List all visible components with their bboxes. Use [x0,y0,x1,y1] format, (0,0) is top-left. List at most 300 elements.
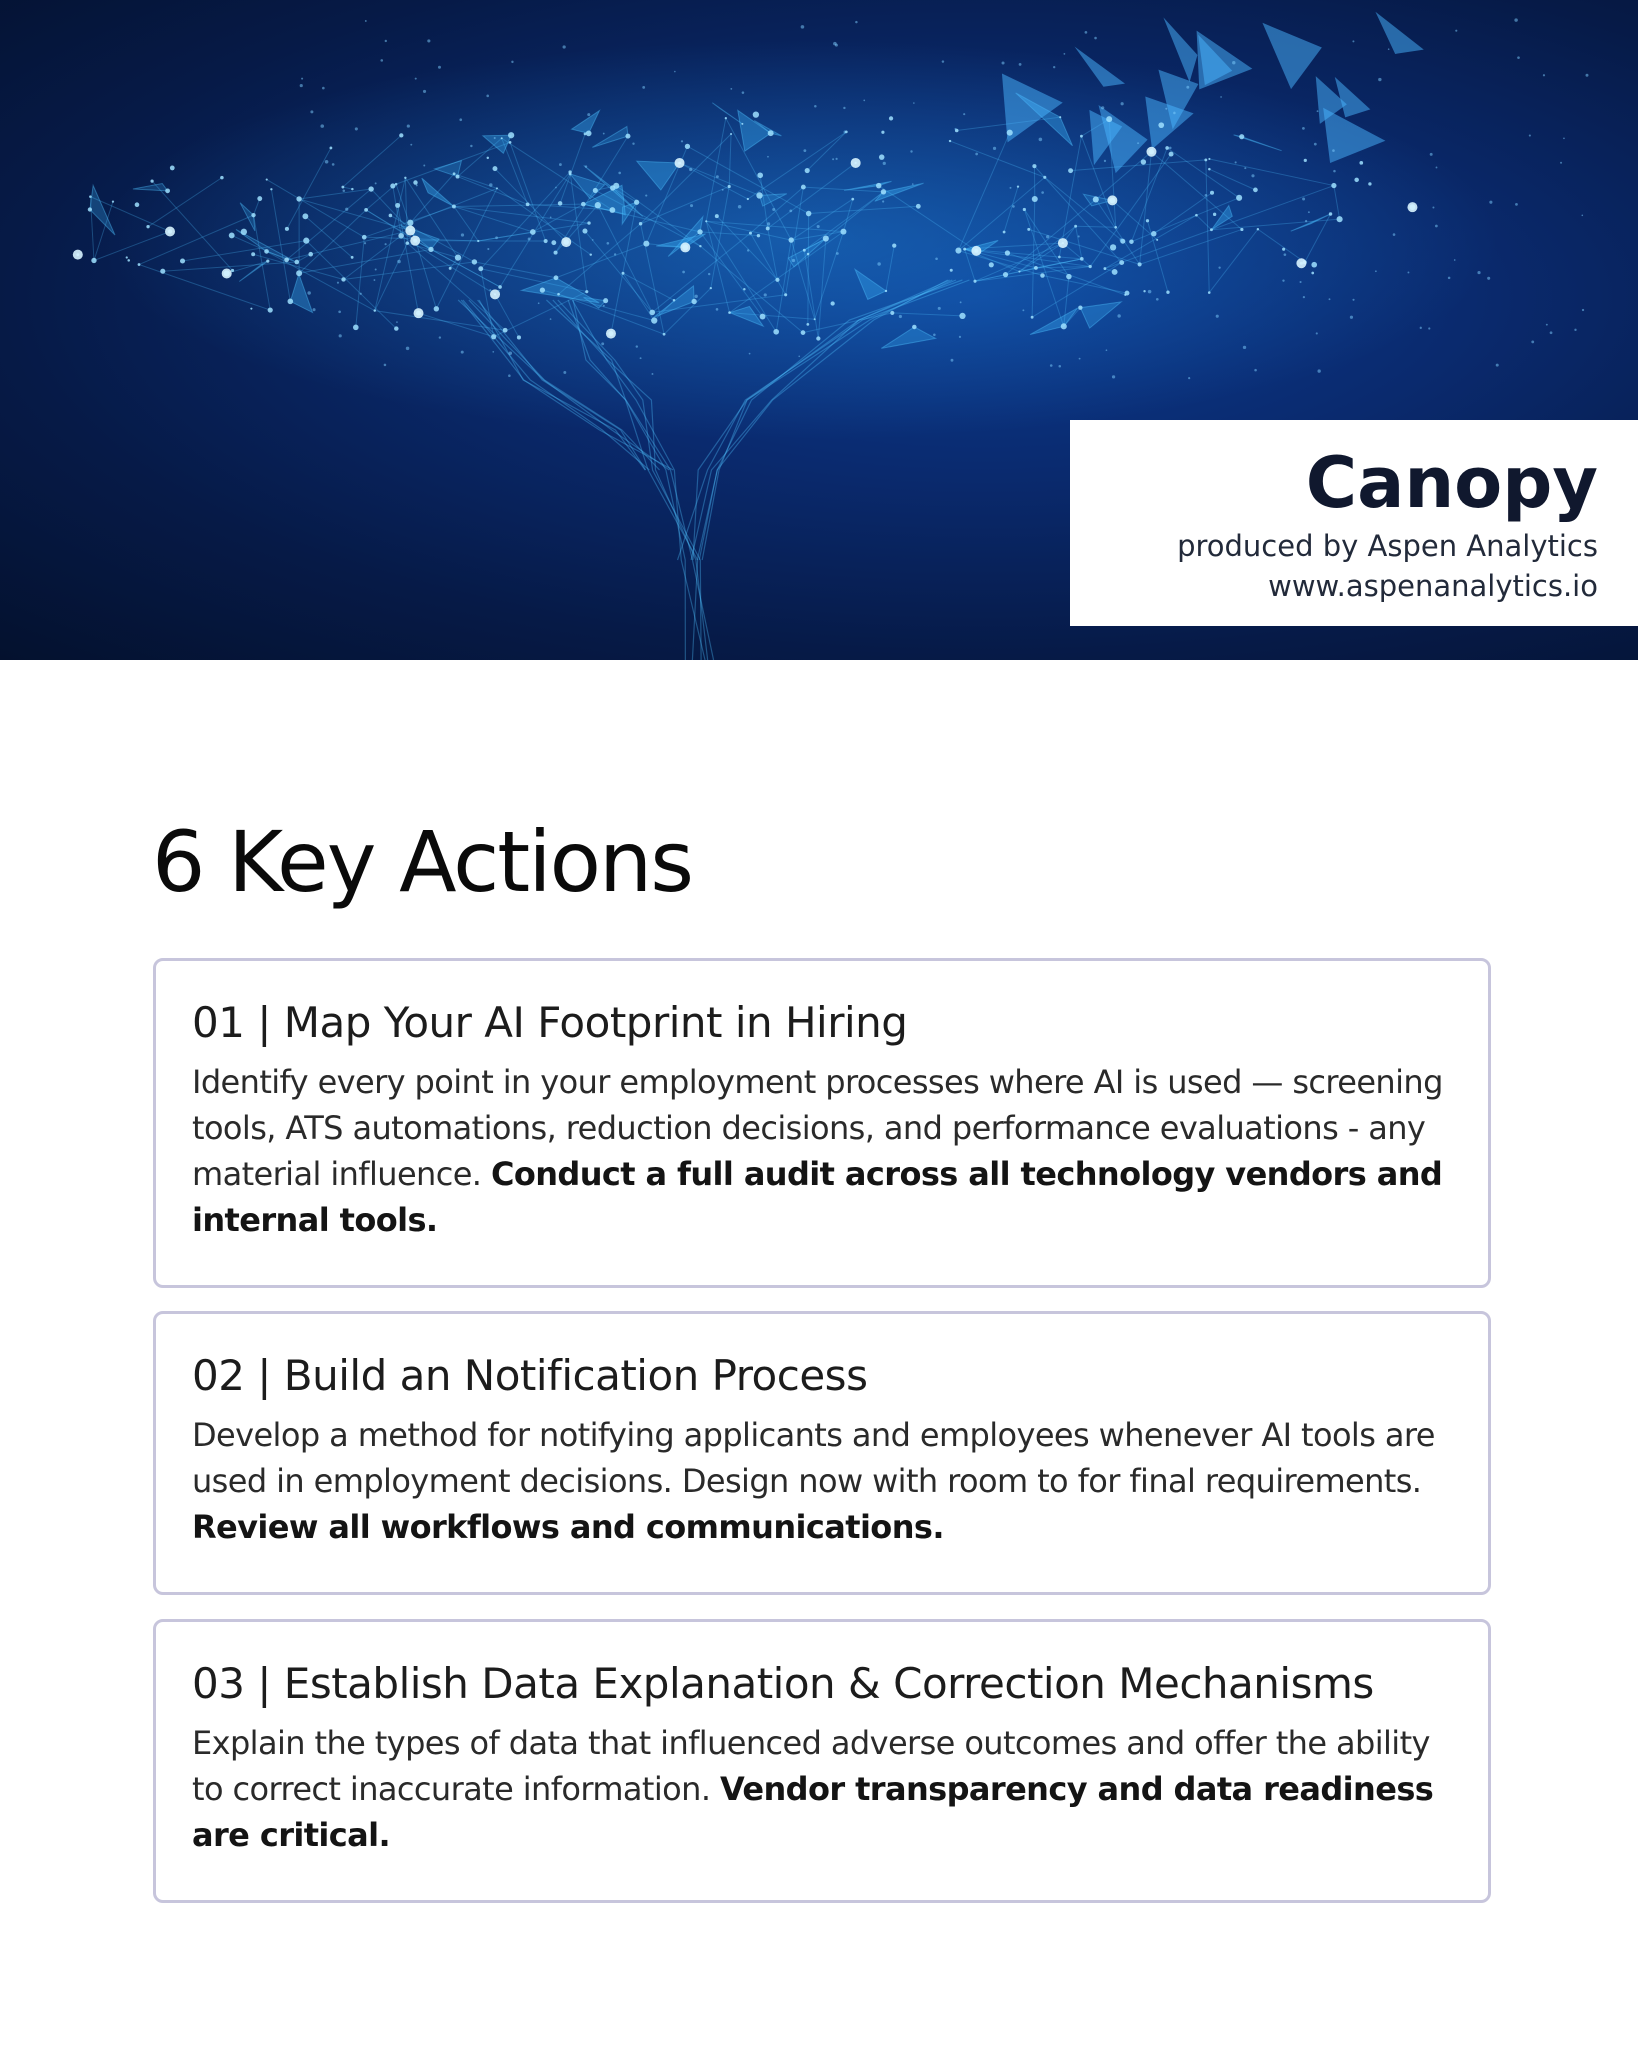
network-node [1208,168,1211,171]
network-node [1031,316,1034,319]
network-node [773,329,779,335]
network-node [747,198,749,200]
dust-particle [1137,142,1139,144]
dust-particle [738,205,741,208]
network-node [503,328,508,333]
network-node [697,229,702,234]
network-node [554,251,558,255]
network-node [705,220,707,222]
dust-particle [511,61,513,63]
network-node [1112,269,1118,275]
dust-particle [1079,358,1081,360]
network-node [160,269,165,274]
dust-particle [1489,201,1492,204]
network-node [881,189,886,194]
network-node [715,214,719,218]
dust-particle [959,336,961,338]
network-node [126,256,128,258]
dust-particle [993,147,996,150]
network-node [509,141,512,144]
dust-particle [960,301,962,303]
dust-particle [1546,324,1548,326]
dust-particle [559,163,562,166]
dust-particle [1329,298,1331,300]
dust-particle [332,163,335,166]
network-node [710,287,712,289]
dust-particle [1529,134,1531,136]
hero-banner [0,0,1638,660]
dust-particle [747,249,749,251]
network-node [1059,116,1061,118]
dust-particle [1314,143,1317,146]
brand-card [1070,420,1638,626]
network-node [1213,213,1216,216]
network-highlight [675,158,685,168]
dust-particle [1053,66,1055,68]
dust-particle [863,100,865,102]
dust-particle [313,308,316,311]
network-node [1080,135,1083,138]
network-node [478,266,483,271]
dust-particle [1560,162,1562,164]
network-highlight [410,236,420,246]
network-node [138,263,141,266]
dust-particle [772,208,775,211]
network-node [284,257,289,262]
network-node [959,313,965,319]
dust-particle [406,347,409,350]
dust-particle [636,345,638,347]
dust-particle [681,140,683,142]
network-node [288,299,294,305]
dust-particle [1448,277,1451,280]
network-node [88,207,92,211]
dust-particle [1220,96,1222,98]
dust-particle [1477,271,1480,274]
dust-particle [1251,174,1254,177]
network-node [351,256,354,259]
network-node [296,196,301,201]
network-node [1078,306,1082,310]
network-node [308,252,313,257]
network-node [685,144,690,149]
network-node [801,185,806,190]
dust-particle [601,342,604,345]
network-node [146,225,149,228]
dust-particle [603,133,605,135]
dust-particle [375,182,377,184]
dust-particle [563,45,566,48]
dust-particle [1078,235,1080,237]
action-body-text: Explain the types of data that influenced adverse outcomes and offer the ability to correct inaccurate information. [192,1724,1430,1808]
network-node [699,245,701,247]
network-node [784,293,787,296]
dust-particle [416,184,418,186]
network-node [807,253,810,256]
dust-particle [1120,238,1123,241]
dust-particle [935,257,938,260]
dust-particle [1186,86,1189,89]
dust-particle [508,374,511,377]
network-node [526,202,530,206]
dust-particle [1059,365,1061,367]
network-node [760,314,766,320]
network-node [1023,208,1026,211]
network-node [801,330,806,335]
dust-particle [322,87,325,90]
dust-particle [603,305,605,307]
dust-particle [1350,316,1353,319]
dust-particle [427,39,430,42]
network-node [1125,291,1130,296]
network-node [730,133,732,135]
dust-particle [360,293,362,295]
dust-particle [1332,149,1335,152]
network-node [625,134,630,139]
network-node [257,196,262,201]
dust-particle [495,236,498,239]
dust-particle [614,253,616,255]
dust-particle [492,335,494,337]
network-node [1253,188,1258,193]
dust-particle [585,165,587,167]
network-node [1110,244,1116,250]
dust-particle [1106,349,1108,351]
network-node [973,280,976,283]
dust-particle [942,60,944,62]
dust-particle [1284,253,1287,256]
dust-particle [1302,198,1305,201]
dust-particle [1002,61,1005,64]
network-node [251,252,255,256]
network-node [1034,266,1038,270]
dust-particle [385,40,387,42]
network-highlight [165,226,175,236]
dust-particle [1112,375,1115,378]
dust-particle [1333,170,1336,173]
dust-particle [1574,329,1576,331]
dust-particle [1235,161,1237,163]
network-node [581,202,586,207]
network-node [949,140,951,142]
dust-particle [912,183,914,185]
network-node [1257,228,1259,230]
network-node [530,229,536,235]
dust-particle [882,200,884,202]
dust-particle [555,187,557,189]
network-node [220,176,224,180]
network-node [1208,291,1211,294]
dust-particle [883,162,886,165]
network-node [728,311,731,314]
dust-particle [1101,106,1104,109]
dust-particle [1156,298,1159,301]
network-node [127,259,130,262]
network-node [806,323,809,326]
dust-particle [438,66,441,69]
dust-particle [652,373,654,375]
network-node [890,311,894,315]
network-node [955,248,961,254]
network-node [1080,257,1084,261]
dust-particle [459,118,462,121]
dust-particle [1352,299,1354,301]
network-node [374,309,376,311]
network-node [584,132,587,135]
network-node [434,306,439,311]
dust-particle [833,42,837,46]
network-node [585,290,588,293]
dust-particle [1148,290,1152,294]
dust-particle [509,351,512,354]
dust-particle [674,71,676,73]
network-node [1151,231,1156,236]
network-node [912,325,917,330]
network-highlight [405,226,415,236]
network-highlight [851,158,861,168]
dust-particle [1316,332,1318,334]
network-node [889,116,893,120]
network-highlight [561,237,571,247]
network-node [364,208,368,212]
network-node [749,232,752,235]
network-node [452,205,456,209]
network-node [885,290,887,292]
network-node [1003,272,1008,277]
dust-particle [1514,18,1517,21]
network-node [399,133,403,137]
network-node [1208,158,1210,160]
network-node [456,175,460,179]
network-node [1337,216,1343,222]
floating-shard [1262,23,1321,89]
network-node [989,262,994,267]
dust-particle [1432,206,1434,208]
dust-particle [1046,235,1049,238]
network-node [472,259,477,264]
dust-particle [963,113,965,115]
network-node [294,260,299,265]
action-body-emphasis: Review all workflows and communications. [192,1508,944,1546]
network-node [398,233,404,239]
network-node [390,183,395,188]
dust-particle [836,158,838,160]
dust-particle [1393,233,1396,236]
dust-particle [1582,309,1584,311]
network-node [1074,225,1077,228]
dust-particle [749,353,751,355]
network-node [302,213,308,219]
network-node [814,318,816,320]
network-node [554,275,559,280]
network-node [493,166,498,171]
dust-particle [494,137,496,139]
network-node [1061,323,1067,329]
network-node [1138,262,1142,266]
network-highlight [1296,258,1306,268]
network-node [741,123,743,125]
dust-particle [1010,187,1012,189]
network-node [501,137,503,139]
dust-particle [592,239,594,241]
dust-particle [337,282,339,284]
brand-url[interactable]: www.aspenanalytics.io [1268,569,1598,603]
dust-particle [844,131,847,134]
network-node [806,211,812,217]
action-body-emphasis: Vendor transparency and data readiness are critical. [192,1770,1434,1854]
network-node [1195,214,1198,217]
network-node [351,188,353,190]
dust-particle [384,364,387,367]
network-node [112,201,114,203]
dust-particle [1388,48,1390,50]
dust-particle [817,225,820,228]
network-node [587,221,590,224]
dust-particle [1308,211,1310,213]
dust-particle [632,143,634,145]
network-node [1003,231,1006,234]
network-node [558,201,563,206]
network-node [341,277,345,281]
dust-particle [1039,138,1043,142]
network-node [1089,265,1092,268]
network-node [394,326,398,330]
network-node [557,293,560,296]
dust-particle [461,233,464,236]
network-node [590,253,592,255]
network-node [487,157,489,159]
network-node [651,317,657,323]
network-node [241,229,247,235]
dust-particle [1585,74,1588,77]
network-node [1204,158,1207,161]
dust-particle [618,172,621,175]
network-highlight [1058,238,1068,248]
network-node [1005,250,1010,255]
dust-particle [345,208,348,211]
network-node [170,166,175,171]
network-node [407,220,413,226]
dust-particle [716,308,719,311]
dust-particle [397,260,401,264]
dust-particle [742,91,745,94]
network-node [766,226,770,230]
action-card-03 [153,1619,1491,1903]
dust-particle [1094,37,1097,40]
dust-particle [1282,279,1284,281]
network-node [1311,262,1317,268]
network-node [1359,161,1363,165]
dust-particle [320,124,324,128]
action-body-emphasis: Conduct a full audit across all technology vendors and internal tools. [192,1155,1443,1239]
dust-particle [339,334,342,337]
dust-particle [489,183,492,186]
dust-particle [1019,63,1022,66]
network-node [753,112,759,118]
dust-particle [910,150,912,152]
dust-particle [374,279,376,281]
network-node [1106,116,1112,122]
dust-particle [1317,110,1319,112]
dust-particle [1317,369,1320,372]
network-node [757,172,763,178]
brand-title: Canopy [1305,442,1598,524]
dust-particle [1303,296,1305,298]
network-node [879,154,885,160]
dust-particle [1531,340,1534,343]
network-node [455,254,461,260]
dust-particle [792,259,795,262]
network-node [1040,273,1045,278]
network-node [768,130,774,136]
network-node [266,179,268,181]
network-node [453,172,456,175]
network-node [1311,272,1314,275]
action-title: 03 | Establish Data Explanation & Correction Mechanisms [192,1659,1374,1708]
network-node [477,240,479,242]
network-node [613,183,619,189]
dust-particle [640,357,642,359]
dust-particle [1517,56,1520,59]
network-node [264,249,269,254]
floating-shard [1335,77,1371,118]
action-card-01 [153,958,1491,1288]
network-node [389,214,393,218]
network-node [270,188,272,190]
network-node [728,185,731,188]
network-node [595,202,601,208]
network-node [135,202,140,207]
dust-particle [1515,203,1518,206]
network-node [1043,176,1046,179]
dust-particle [1430,153,1433,156]
dust-particle [1305,220,1307,222]
dust-particle [913,102,915,104]
network-node [1331,183,1336,188]
dust-particle [325,160,329,164]
dust-particle [1121,102,1124,105]
network-node [609,207,615,213]
dust-particle [355,127,358,130]
network-node [649,310,655,316]
dust-particle [789,209,792,212]
network-node [1156,239,1158,241]
brand-produced-by: produced by Aspen Analytics [1177,529,1598,563]
network-highlight [1407,202,1417,212]
dust-particle [1435,225,1438,228]
network-node [180,258,185,263]
network-node [916,204,921,209]
dust-particle [1581,215,1583,217]
dust-particle [300,84,303,87]
dust-particle [1375,270,1377,272]
network-node [341,186,344,189]
network-node [1129,239,1134,244]
dust-particle [528,238,531,241]
dust-particle [1041,191,1044,194]
dust-particle [722,189,724,191]
network-node [395,203,400,208]
network-node [840,229,846,235]
dust-particle [343,189,346,192]
network-node [1158,122,1164,128]
network-node [725,117,727,119]
network-node [803,249,806,252]
network-node [1166,291,1169,294]
dust-particle [380,59,383,62]
network-node [250,308,252,310]
network-node [1068,168,1073,173]
